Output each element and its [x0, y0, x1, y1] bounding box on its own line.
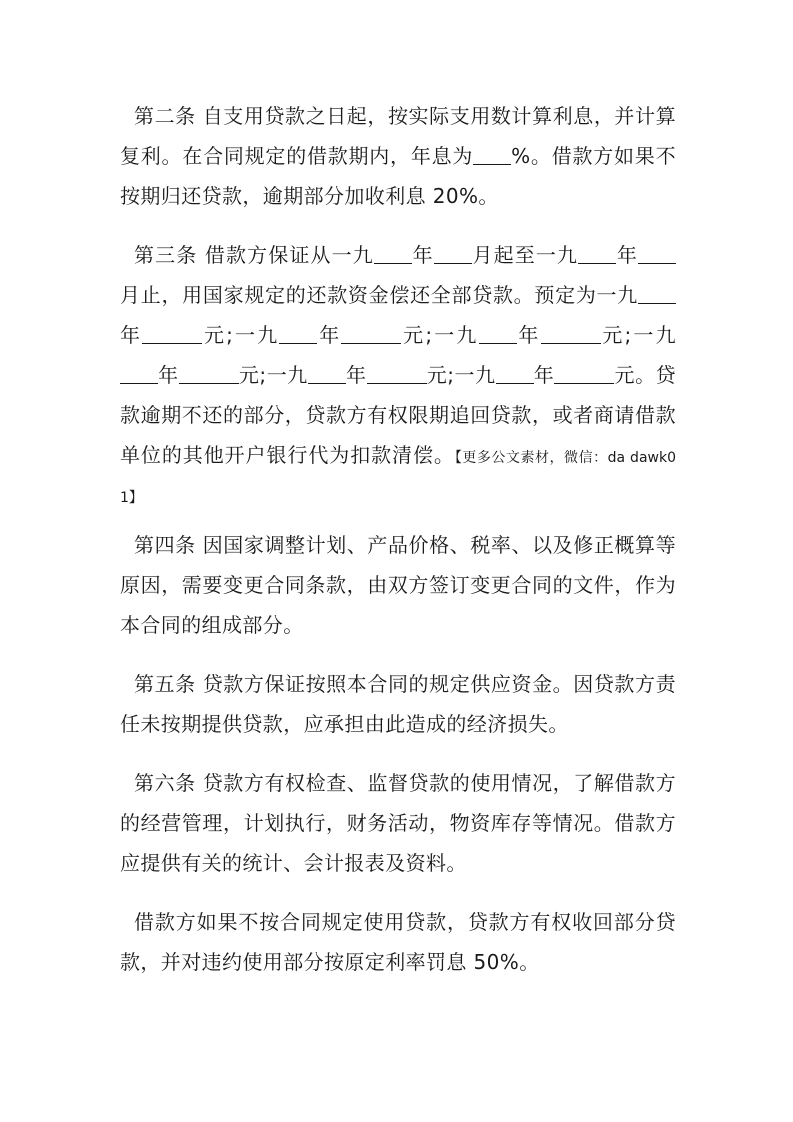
article-7: 借款方如果不按合同规定使用贷款，贷款方有权收回部分贷款，并对违约使用部分按原定利率罚息 50%。 [120, 910, 676, 974]
article-3-text: 月起至一九 [471, 243, 579, 267]
blank [374, 241, 412, 264]
article-3-text: 年 [411, 243, 434, 267]
article-3-text: 元;一九 [401, 323, 479, 347]
article-2-text-a: 第二条 自支用贷款之日起，按实际支用数计算利息，并计算复利。在合同规定的借款期内，年息为 [120, 104, 676, 168]
blank [120, 361, 158, 384]
blank [638, 241, 676, 264]
article-2 [120, 96, 676, 216]
blank [179, 361, 239, 384]
blank [496, 361, 534, 384]
article-3-text: 年 [616, 243, 638, 267]
interest-rate-blank [473, 142, 511, 165]
blank [341, 321, 401, 344]
article-3-text: 元;一九 [238, 363, 308, 387]
article-3-text: 年 [516, 323, 541, 347]
blank [434, 241, 472, 264]
blank [142, 321, 202, 344]
article-2-text-b: %。借款方如果不按期归还贷款，逾期部分加收利息 20%。 [120, 144, 676, 208]
article-4: 第四条 因国家调整计划、产品价格、税率、以及修正概算等原因，需要变更合同条款，由双方签订变更合同的文件，作为本合同的组成部分。 [120, 533, 676, 637]
blank [479, 321, 517, 344]
blank [638, 281, 676, 304]
blank [308, 361, 346, 384]
article-3-text: 年 [317, 323, 342, 347]
article-3-text: 元。贷款逾期不还的部分，贷款方有权限期追回贷款，或者商请借款单位的其他开户银行代为扣款清偿。 [120, 363, 677, 467]
article-3-text: 年 [120, 323, 143, 347]
blank [279, 321, 317, 344]
article-3-text: 元;一九 [202, 323, 280, 347]
article-3-text: 元;一九 [426, 363, 496, 387]
article-3-text: 月止，用国家规定的还款资金偿还全部贷款。预定为一九 [120, 283, 638, 307]
article-5: 第五条 贷款方保证按照本合同的规定供应资金。因贷款方责任未按期提供贷款，应承担由此造成的经济损失。 [120, 672, 676, 736]
article-3-text: 元;一九 [600, 323, 677, 347]
blank [541, 321, 601, 344]
article-3-text: 年 [533, 363, 555, 387]
blank [578, 241, 616, 264]
article-6: 第六条 贷款方有权检查、监督贷款的使用情况，了解借款方的经营管理，计划执行，财务活动，物资库存等情况。借款方应提供有关的统计、会计报表及资料。 [120, 771, 676, 875]
article-3 [120, 235, 676, 515]
document-page [120, 96, 676, 1001]
article-3-text: 年 [345, 363, 367, 387]
article-3-text: 第三条 借款方保证从一九 [134, 243, 374, 267]
blank [554, 361, 614, 384]
promo-note: 【更多公文素材，微信：da dawk01】 [120, 450, 676, 506]
blank [367, 361, 427, 384]
article-3-text: 年 [158, 363, 179, 387]
